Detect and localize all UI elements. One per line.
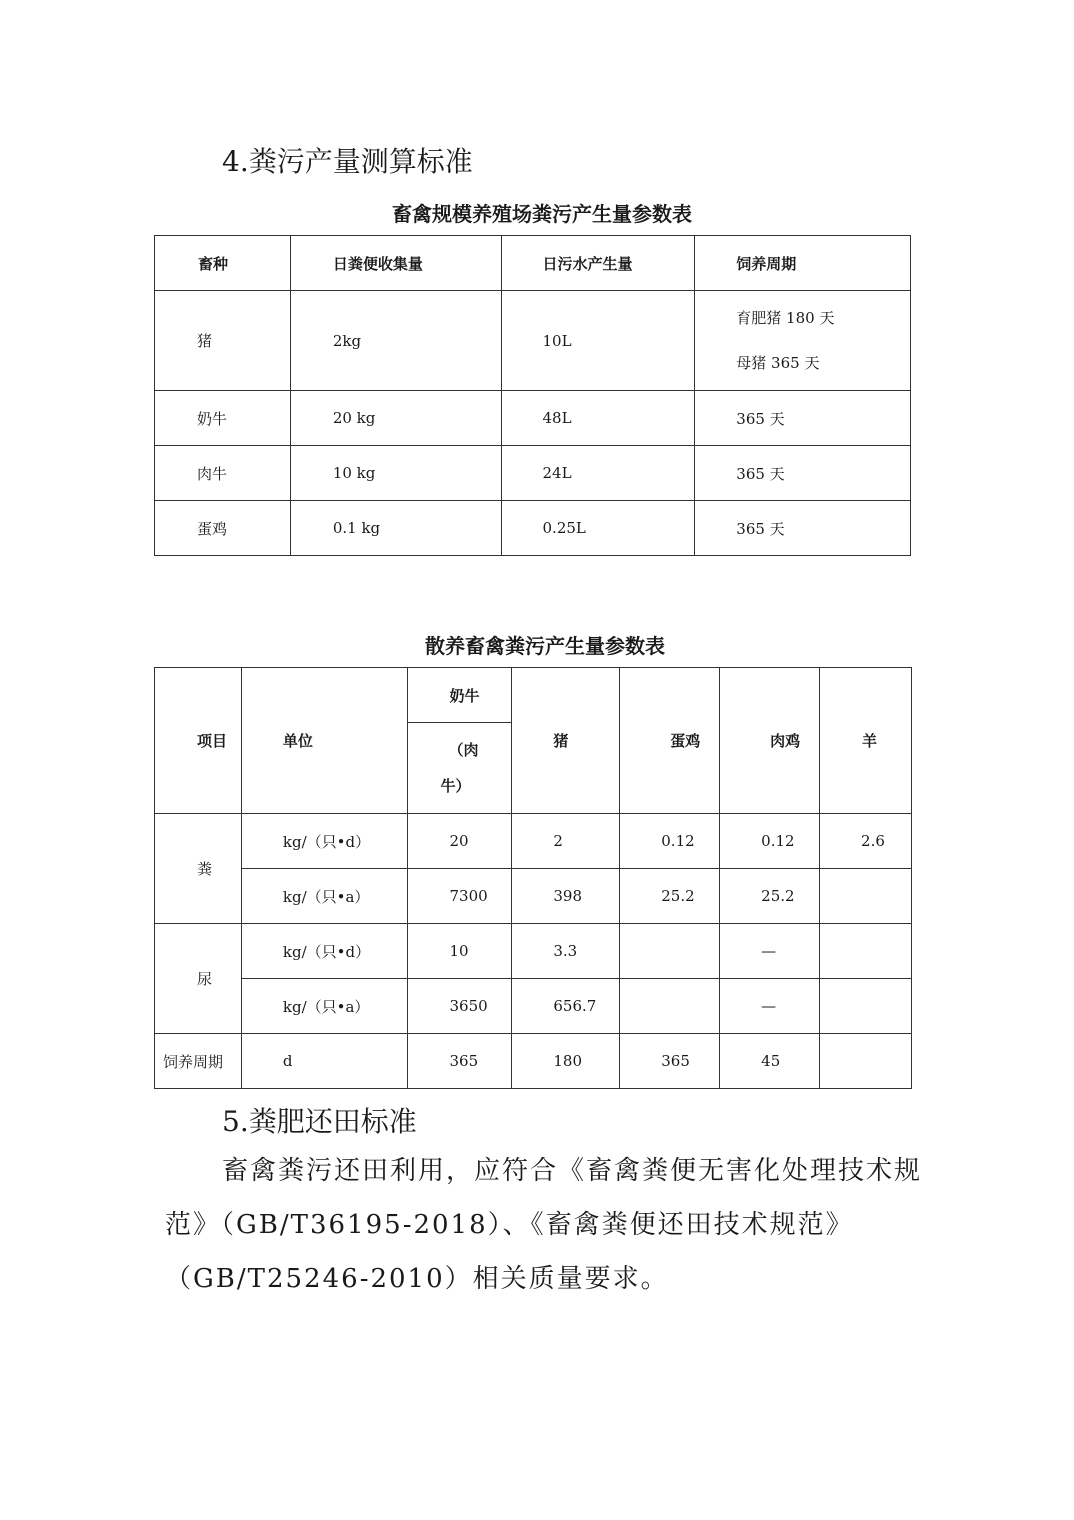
group-cycle: 饲养周期 — [155, 1034, 242, 1089]
cycle-sow: 母猪 365 天 — [736, 353, 820, 372]
cell-sheep — [820, 979, 912, 1034]
header-cow-bottom-line1: （肉 — [448, 741, 479, 759]
table-free-range — [154, 667, 912, 1089]
cell-manure: 2kg — [290, 291, 501, 391]
cell-species: 肉牛 — [155, 446, 291, 501]
cell-wastewater: 48L — [501, 391, 695, 446]
section-5-paragraph: 畜禽粪污还田利用，应符合《畜禽粪便无害化处理技术规范》（GB/T36195-2018）、《畜禽粪便还田技术规范》（GB/T25246-2010）相关质量要求。 — [165, 1156, 923, 1294]
group-dung: 粪 — [155, 814, 242, 924]
cell-wastewater: 24L — [501, 446, 695, 501]
cycle-fattening-pig: 育肥猪 180 天 — [736, 308, 835, 327]
cell-broiler: — — [720, 979, 820, 1034]
cell-pig: 656.7 — [512, 979, 620, 1034]
cell-manure: 10 kg — [290, 446, 501, 501]
header-item: 项目 — [155, 668, 242, 814]
table-row — [155, 291, 911, 391]
cell-pig: 2 — [512, 814, 620, 869]
header-sheep: 羊 — [820, 668, 912, 814]
cell-hen: 365 — [620, 1034, 720, 1089]
group-urine: 尿 — [155, 924, 242, 1034]
table-row — [155, 446, 911, 501]
table-row — [155, 814, 912, 869]
cell-cow: 10 — [408, 924, 512, 979]
header-cow-bottom-line2: 牛） — [440, 777, 471, 795]
cell-unit: kg/（只•a） — [241, 869, 408, 924]
cell-sheep — [820, 1034, 912, 1089]
table-row — [155, 869, 912, 924]
table2-caption: 散养畜禽粪污产生量参数表 — [425, 634, 665, 658]
header-cycle: 饲养周期 — [695, 236, 911, 291]
header-daily-manure: 日粪便收集量 — [290, 236, 501, 291]
table-scale-farm — [154, 235, 911, 556]
header-cow-top: 奶牛 — [408, 668, 512, 723]
header-pig: 猪 — [512, 668, 620, 814]
cell-unit: d — [241, 1034, 408, 1089]
cell-unit: kg/（只•d） — [241, 924, 408, 979]
table-row — [155, 924, 912, 979]
cell-broiler: 45 — [720, 1034, 820, 1089]
cell-species: 猪 — [155, 291, 291, 391]
header-unit: 单位 — [241, 668, 408, 814]
header-cow-bottom — [408, 723, 512, 814]
cell-manure: 20 kg — [290, 391, 501, 446]
cell-hen: 0.12 — [620, 814, 720, 869]
cell-sheep: 2.6 — [820, 814, 912, 869]
cell-cow: 7300 — [408, 869, 512, 924]
cell-unit: kg/（只•d） — [241, 814, 408, 869]
table-row — [155, 1034, 912, 1089]
cell-sheep — [820, 924, 912, 979]
cell-cycle: 365 天 — [695, 391, 911, 446]
cell-wastewater: 10L — [501, 291, 695, 391]
cell-cow: 3650 — [408, 979, 512, 1034]
cell-pig: 398 — [512, 869, 620, 924]
header-daily-wastewater: 日污水产生量 — [501, 236, 695, 291]
header-species: 畜种 — [155, 236, 291, 291]
cell-hen — [620, 924, 720, 979]
table-row — [155, 501, 911, 556]
header-hen: 蛋鸡 — [620, 668, 720, 814]
table-header-row — [155, 236, 911, 291]
cell-manure: 0.1 kg — [290, 501, 501, 556]
cell-cow: 20 — [408, 814, 512, 869]
cell-wastewater: 0.25L — [501, 501, 695, 556]
table-row — [155, 391, 911, 446]
cell-cow: 365 — [408, 1034, 512, 1089]
table-row — [155, 979, 912, 1034]
cell-cycle: 365 天 — [695, 446, 911, 501]
cell-hen — [620, 979, 720, 1034]
cell-pig: 3.3 — [512, 924, 620, 979]
section-5-title: 5.粪肥还田标准 — [222, 1105, 417, 1138]
cell-pig: 180 — [512, 1034, 620, 1089]
cell-sheep — [820, 869, 912, 924]
cell-broiler: — — [720, 924, 820, 979]
table-header-row — [155, 668, 912, 723]
cell-cycle — [695, 291, 911, 391]
section-4-title: 4.粪污产量测算标准 — [222, 145, 473, 178]
cell-cycle: 365 天 — [695, 501, 911, 556]
table1-caption: 畜禽规模养殖场粪污产生量参数表 — [392, 202, 692, 226]
header-broiler: 肉鸡 — [720, 668, 820, 814]
cell-hen: 25.2 — [620, 869, 720, 924]
cell-species: 奶牛 — [155, 391, 291, 446]
cell-broiler: 25.2 — [720, 869, 820, 924]
cell-species: 蛋鸡 — [155, 501, 291, 556]
cell-broiler: 0.12 — [720, 814, 820, 869]
cell-unit: kg/（只•a） — [241, 979, 408, 1034]
